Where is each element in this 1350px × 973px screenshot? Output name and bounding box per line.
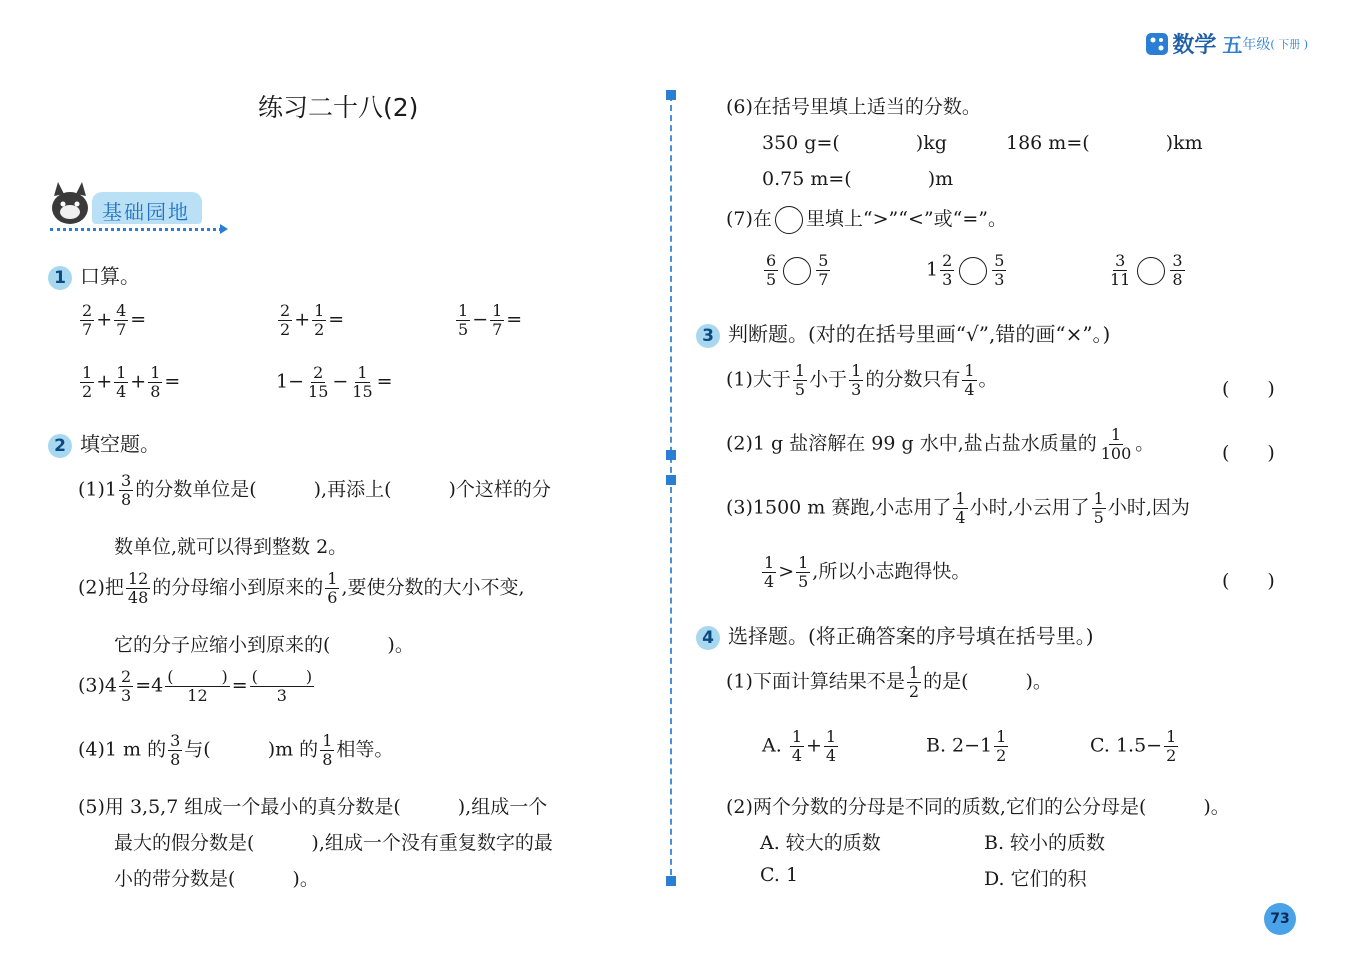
fraction: $\frac{2}{2}$ [280,301,291,339]
fraction: $\frac{1}{4}$ [116,363,127,401]
page-title: 练习二十八(2) [258,93,419,122]
q3-paren-1[interactable]: ( ) [1222,378,1275,400]
q2-s5c: 小的带分数是( )。 [114,868,319,890]
q2-s5b: 最大的假分数是( ),组成一个没有重复数字的最 [114,832,553,854]
q2-s6a: 350 g=( )kg [762,132,947,154]
q2-number: 2 [48,434,72,458]
mascot-icon [48,182,92,226]
header-grade: 五 [1222,33,1243,57]
circle-icon [1137,257,1165,285]
q4-opt-c[interactable]: C. 1.5− $\frac{1}{2}$ [1090,727,1177,765]
divider-marker [666,876,676,886]
fraction: $\frac{1}{2}$ [82,363,93,401]
fraction: $\frac{4}{7}$ [116,301,127,339]
q2-s7: (7)在 里填上“>”“<”或“=”。 [726,204,1007,234]
q3-number: 3 [696,324,720,348]
q3-paren-3[interactable]: ( ) [1222,570,1275,592]
divider-marker [666,450,676,460]
q4-opt-a[interactable]: A. $\frac{1}{4}$ + $\frac{1}{4}$ [762,727,837,765]
q2-s7-compare-2: 1 $\frac{2}{3}$ $\frac{5}{3}$ [926,251,1005,289]
q2-s6b: 186 m=( )km [1006,132,1203,154]
fraction: $\frac{1}{8}$ [150,363,161,401]
q4-s2-opt-c[interactable]: C. 1 [760,864,799,886]
q4-heading: 4 选择题。(将正确答案的序号填在括号里。) [696,620,1094,650]
divider-marker [666,90,676,100]
fraction: $\frac{1}{15}$ [352,363,373,401]
q4-opt-b[interactable]: B. 2−1 $\frac{1}{2}$ [926,727,1007,765]
q4-s2-opt-b[interactable]: B. 较小的质数 [984,832,1106,854]
q4-s2: (2)两个分数的分母是不同的质数,它们的公分母是( )。 [726,796,1230,818]
header-grade-suffix: 年级 [1242,36,1271,53]
q2-s1: (1)1 $\frac{3}{8}$ 的分数单位是( ),再添上( )个这样的分 [78,471,551,509]
q4-s1: (1)下面计算结果不是 $\frac{1}{2}$ 的是( )。 [726,663,1052,701]
divider-marker [666,475,676,485]
q3-heading: 3 判断题。(对的在括号里画“√”,错的画“×”。) [696,318,1110,348]
dice-icon [1146,33,1168,55]
page-number: 73 [1264,903,1296,935]
banner-label: 基础园地 [102,200,190,224]
q2-heading: 2 填空题。 [48,428,160,458]
circle-icon [783,257,811,285]
q1-number: 1 [48,266,72,290]
q4-s2-opt-a[interactable]: A. 较大的质数 [760,832,881,854]
q1-item: $\frac{2}{2}$ + $\frac{1}{2}$ = [280,301,345,339]
fraction: $\frac{2}{7}$ [82,301,93,339]
header-subject: 数学 [1172,33,1217,58]
header-volume: ( 下册 ) [1270,37,1308,51]
q1-heading: 1 口算。 [48,260,140,290]
q3-s3: (3)1500 m 赛跑,小志用了 $\frac{1}{4}$ 小时,小云用了 $\frac{1}{5}$ 小时,因为 [726,489,1190,527]
q3-s2: (2)1 g 盐溶解在 99 g 水中,盐占盐水质量的 $\frac{1}{100}$ 。 [726,425,1155,463]
q1-item: $\frac{1}{5}$ − $\frac{1}{7}$ = [458,301,523,339]
fraction: $\frac{2}{15}$ [308,363,329,401]
q2-s6: (6)在括号里填上适当的分数。 [726,96,981,118]
q1-item: $\frac{1}{2}$ + $\frac{1}{4}$ + $\frac{1}{8}$ = [82,363,181,401]
fraction: $\frac{1}{5}$ [458,301,469,339]
q2-s5a: (5)用 3,5,7 组成一个最小的真分数是( ),组成一个 [78,796,548,818]
q4-number: 4 [696,626,720,650]
fraction: $\frac{1}{2}$ [314,301,325,339]
q2-s6c: 0.75 m=( )m [762,168,954,190]
q3-s3-cont: $\frac{1}{4}$ > $\frac{1}{5}$ ,所以小志跑得快。 [764,553,971,591]
q1-item: 1− $\frac{2}{15}$ − $\frac{1}{15}$ = [276,363,393,401]
q2-s2: (2)把 $\frac{12}{48}$ 的分母缩小到原来的 $\frac{1}{6}$ ,要使分数的大小不变, [78,569,525,607]
column-divider [670,95,672,885]
fraction: $\frac{1}{7}$ [492,301,503,339]
q2-s4: (4)1 m 的 $\frac{3}{8}$ 与( )m 的 $\frac{1}{8}$ 相等。 [78,731,394,769]
q1-item: $\frac{2}{7}$ + $\frac{4}{7}$ = [82,301,147,339]
header-brand [1146,28,1308,59]
q2-s3: (3)4 $\frac{2}{3}$ =4 $\frac{( )}{12}$ = $\frac{( )}{3}$ [78,667,313,705]
q4-s2-opt-d[interactable]: D. 它们的积 [984,868,1087,890]
q2-s7-compare-1: $\frac{6}{5}$ $\frac{5}{7}$ [766,251,829,289]
q3-paren-2[interactable]: ( ) [1222,442,1275,464]
q2-s7-compare-3: $\frac{3}{11}$ $\frac{3}{8}$ [1110,251,1183,289]
q2-s1c: 数单位,就可以得到整数 2。 [114,536,348,558]
circle-icon [775,206,803,234]
q2-s2d: 它的分子应缩小到原来的( )。 [114,634,414,656]
q3-s1: (1)大于 $\frac{1}{5}$ 小于 $\frac{1}{3}$ 的分数只有 $\frac{1}{4}$ 。 [726,361,998,399]
circle-icon [959,257,987,285]
